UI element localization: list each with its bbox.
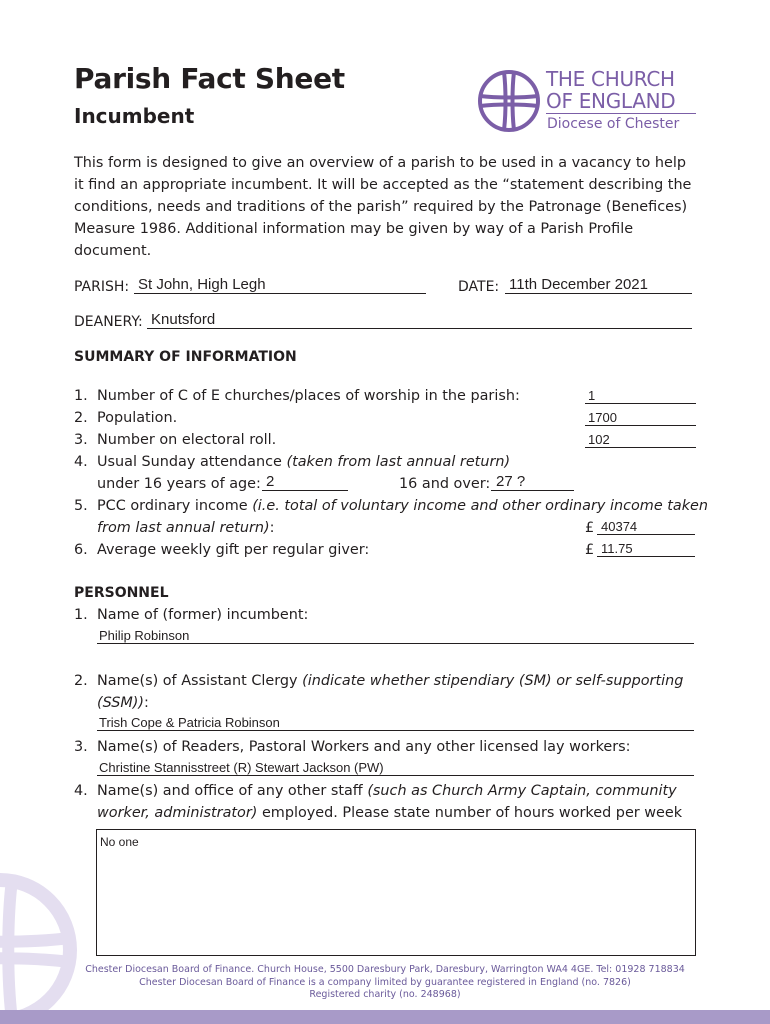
under-16-value: 2 — [266, 473, 275, 490]
footer — [0, 964, 770, 1002]
summary-heading: SUMMARY OF INFORMATION — [74, 349, 297, 365]
other-staff-label-cont: worker, administrator) employed. Please state number of hours worked per week — [97, 805, 683, 821]
footer-address: Chester Diocesan Board of Finance. Church House, 5500 Daresbury Park, Daresbury, Warrington WA4 4GE. Tel: 01928 718834 — [85, 964, 685, 975]
weekly-gift-value: 11.75 — [601, 541, 633, 556]
page-subtitle: Incumbent — [74, 104, 195, 128]
item-number: 3. — [74, 739, 88, 755]
weekly-gift-label: Average weekly gift per regular giver: — [97, 542, 370, 558]
pcc-income-label: PCC ordinary income (i.e. total of voluntary income and other ordinary income taken — [97, 498, 709, 514]
item-number: 1. — [74, 607, 88, 623]
item-number: 6. — [74, 542, 88, 558]
churches-label: Number of C of E churches/places of worship in the parish: — [97, 388, 520, 404]
population-label: Population. — [97, 410, 178, 426]
footer-bar — [0, 1010, 770, 1024]
other-staff-value: No one — [100, 835, 139, 849]
population-value: 1700 — [588, 410, 617, 425]
assistant-clergy-value: Trish Cope & Patricia Robinson — [99, 715, 280, 730]
item-number: 4. — [74, 454, 88, 470]
readers-value: Christine Stannisstreet (R) Stewart Jackson (PW) — [99, 760, 384, 775]
logo-church-text: THE CHURCH OF ENGLAND — [546, 67, 676, 113]
incumbent-value: Philip Robinson — [99, 628, 190, 643]
personnel-heading: PERSONNEL — [74, 585, 169, 601]
assistant-clergy-label: Name(s) of Assistant Clergy (indicate whether stipendiary (SM) or self-supporting — [97, 673, 684, 689]
parish-label: PARISH: — [74, 279, 130, 295]
deanery-label: DEANERY: — [74, 314, 143, 330]
incumbent-label: Name of (former) incumbent: — [97, 607, 309, 623]
date-label: DATE: — [458, 279, 500, 295]
item-number: 5. — [74, 498, 88, 514]
other-staff-textarea[interactable] — [96, 829, 696, 956]
churches-field[interactable] — [585, 387, 696, 404]
parish-value: St John, High Legh — [138, 276, 266, 293]
churches-value: 1 — [588, 388, 596, 403]
item-number: 1. — [74, 388, 88, 404]
item-number: 4. — [74, 783, 88, 799]
pound-sign: £ — [585, 520, 595, 536]
over-16-value: 27 ? — [496, 473, 526, 490]
over-16-label: 16 and over: — [399, 476, 491, 492]
item-number: 2. — [74, 673, 88, 689]
deanery-field[interactable] — [147, 311, 692, 329]
electoral-roll-label: Number on electoral roll. — [97, 432, 277, 448]
attendance-label: Usual Sunday attendance (taken from last annual return) — [97, 454, 511, 470]
readers-label: Name(s) of Readers, Pastoral Workers and any other licensed lay workers: — [97, 739, 631, 755]
logo-diocese-text: Diocese of Chester — [547, 116, 680, 132]
electoral-roll-value: 102 — [588, 432, 610, 447]
pound-sign: £ — [585, 542, 595, 558]
intro-paragraph: This form is designed to give an overview of a parish to be used in a vacancy to help it find an appropriate incumbent. It will be accepted as the “statement describing the conditions, needs and traditions of the parish” required by the Patronage (Benefices) Measure 1986. Additional information may be given by way of a Parish Profile document. — [74, 155, 692, 259]
cross-logo-icon — [476, 68, 542, 134]
page-title: Parish Fact Sheet — [74, 62, 345, 95]
church-of-england-logo — [476, 66, 698, 136]
deanery-value: Knutsford — [151, 311, 216, 328]
item-number: 3. — [74, 432, 88, 448]
under-16-field[interactable] — [262, 473, 348, 491]
other-staff-label: Name(s) and office of any other staff (such as Church Army Captain, community — [97, 783, 677, 799]
item-number: 2. — [74, 410, 88, 426]
date-value: 11th December 2021 — [509, 276, 648, 293]
footer-charity: Registered charity (no. 248968) — [309, 989, 461, 1000]
pcc-income-value: 40374 — [601, 519, 638, 534]
footer-company: Chester Diocesan Board of Finance is a company limited by guarantee registered in England (no. 7826) — [139, 976, 631, 988]
under-16-label: under 16 years of age: — [97, 476, 261, 492]
assistant-clergy-label-cont: (SSM)): — [97, 695, 149, 711]
pcc-income-label-cont: from last annual return): — [97, 520, 275, 536]
